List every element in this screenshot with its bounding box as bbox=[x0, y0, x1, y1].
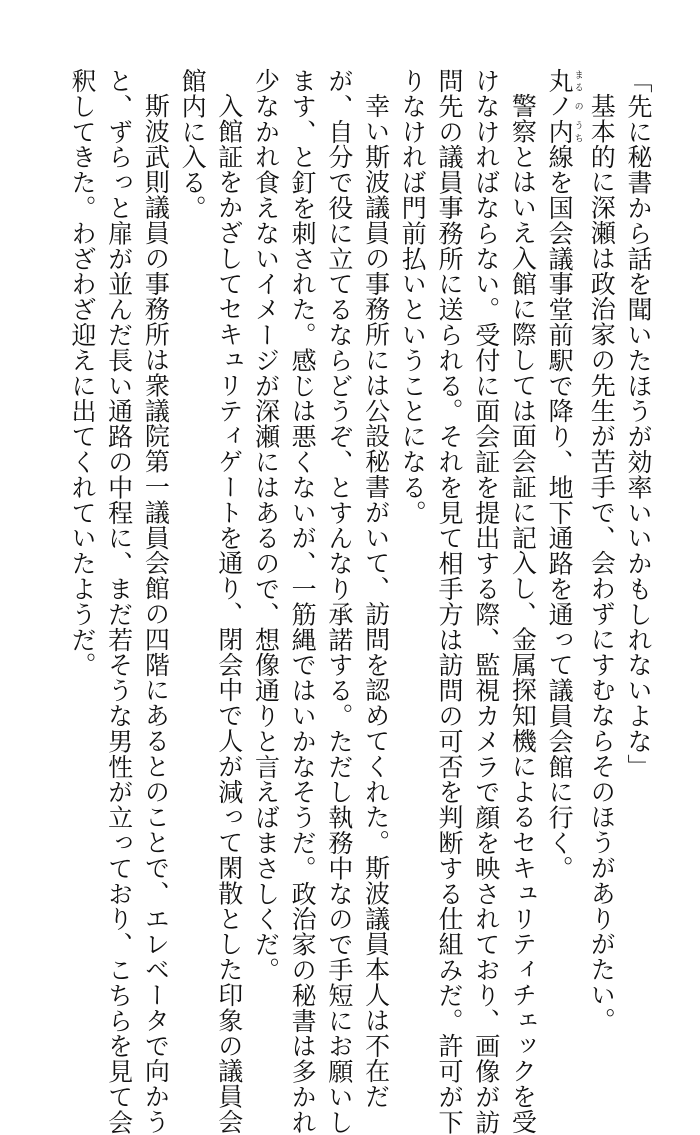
text-line: が、自分で役に立てるならどうぞ、とすんなり承諾する。ただし執務中なので手短にお願いし bbox=[324, 68, 354, 1135]
text-line: 「先に秘書から話を聞いたほうが効率いいかもしれないよな」 bbox=[624, 68, 653, 780]
text-line: と、ずらっと扉が並んだ長い通路の中程に、まだ若そうな男性が立っており、こちらを見て会 bbox=[104, 68, 134, 1135]
ruby-base: 内 bbox=[545, 118, 575, 145]
text-line: 警察とはいえ入館に際しては面会証に記入し、金属探知機によるセキュリティチェックを受 bbox=[508, 93, 538, 1135]
ruby-reading: の bbox=[572, 93, 583, 119]
text-line: 入館証をかざしてセキュリティゲートを通り、閉会中で人が減って閑散とした印象の議員会 bbox=[214, 93, 244, 1135]
text-line: りなければ門前払いということになる。 bbox=[398, 68, 428, 526]
text-segment: 線を国会議事堂前駅で降り、地下通路を通って議員会館に行く。 bbox=[545, 144, 575, 881]
text-line: 館内に入る。 bbox=[178, 68, 208, 221]
ruby-base: ノ bbox=[545, 93, 575, 119]
ruby-reading: うち bbox=[572, 118, 583, 145]
furigana-ruby bbox=[545, 118, 583, 145]
ruby-base: 丸 bbox=[545, 68, 575, 94]
furigana-ruby bbox=[545, 68, 583, 94]
vertical-text-body bbox=[63, 68, 656, 1135]
text-line: ます、と釘を刺された。感じは悪くないが、一筋縄ではいかなそうだ。政治家の秘書は多かれ bbox=[288, 68, 318, 1135]
text-line: 釈してきた。わざわざ迎えに出てくれていたようだ。 bbox=[67, 68, 97, 678]
text-line: 幸い斯波議員の事務所には公設秘書がいて、訪問を認めてくれた。斯波議員本人は不在だ bbox=[361, 93, 391, 1109]
ruby-reading: まる bbox=[572, 68, 583, 94]
text-line: 問先の議員事務所に送られる。それを見て相手方は訪問の可否を判断する仕組みだ。許可が下 bbox=[434, 68, 464, 1135]
text-line: 少なかれ食えないイメージが深瀬にはあるので、想像通りと言えばまさしくだ。 bbox=[251, 68, 281, 983]
furigana-ruby bbox=[545, 93, 583, 119]
text-line bbox=[540, 68, 582, 978]
text-line: 基本的に深瀬は政治家の先生が苦手で、会わずにすむならそのほうがありがたい。 bbox=[587, 93, 617, 1033]
text-line: 斯波武則議員の事務所は衆議院第一議員会館の四階にあるとのことで、エレベータで向かう bbox=[141, 93, 171, 1135]
text-line: けなければならない。受付に面会証を提出する際、監視カメラで顔を映されており、画像が訪 bbox=[471, 68, 501, 1135]
